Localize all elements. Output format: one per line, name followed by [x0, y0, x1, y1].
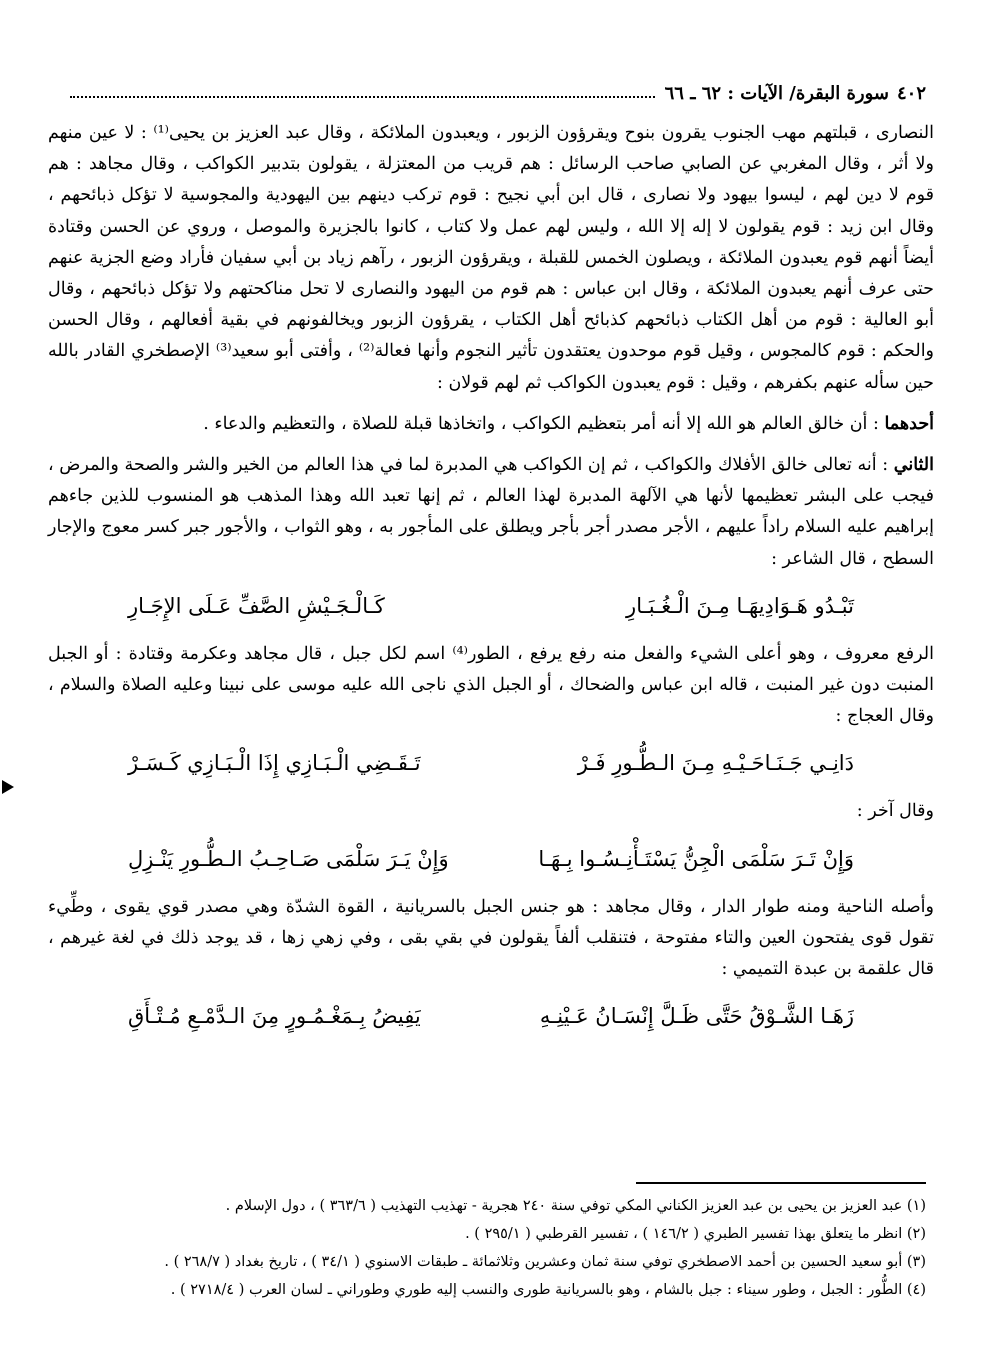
paragraph-sabians: النصارى ، قبلتهم مهب الجنوب يقرون بنوح ويقرؤون الزبور ، ويعبدون الملائكة ، وقال عبد العزيز بن يحيى⁽¹⁾ : لا عين منهم ولا أثر ، وقال المغربي عن الصابي صاحب الرسائل : هم قريب من المعتزلة ، يقولون بتدبير الكواكب ، وقال مجاهد : هم قوم لا دين لهم ، ليسوا بيهود ولا نصارى ، قال ابن أبي نجيح : قوم تركب دينهم بين اليهودية والمجوسية لا تؤكل ذبائحهم ، وقال ابن زيد : قوم يقولون لا إله إلا الله ، وليس لهم عمل ولا كتاب ، كانوا بالجزيرة والموصل ، وروي عن الحسن وقتادة أيضاً أنهم قوم يعبدون الملائكة ، ويصلون الخمس للقبلة ، ويقرؤون الزبور ، رآهم زياد بن أبي سفيان فأراد وضع الجزية عنهم حتى عرف أنهم يعبدون الملائكة ، وقال ابن عباس : هم قوم من اليهود والنصارى لا تحل مناكحتهم ولا تؤكل ذبائحهم ، وقال أبو العالية : قوم من أهل الكتاب ذبائحهم كذبائح أهل الكتاب ، يقرؤون الزبور ويخالفونهم في بقية أفعالهم ، وقال الحسن والحكم : قوم كالمجوس ، وقيل قوم موحدون يعتقدون تأثير النجوم وأنها فعالة⁽²⁾ ، وأفتى أبو سعيد⁽³⁾ الإصطخري القادر بالله حين سأله عنهم بكفرهم ، وقيل : قوم يعبدون الكواكب ثم لهم قولان : — [48, 123, 935, 393]
verse-4-right-hemistich: زَهَـا الشَّـوْقُ حَتَّى ظَـلَّ إِنْسَـانُ عَـيْنِـهِ — [539, 1004, 854, 1029]
paragraph-tur: الرفع معروف ، وهو أعلى الشيء والفعل منه رفع يرفع ، الطور⁽⁴⁾ اسم لكل جبل ، قال مجاهد وعكرمة وقتادة : أو الجبل المنبت دون غير المنبت ، قاله ابن عباس والضحاك ، أو الجبل الذي ناجى الله عليه موسى على نبينا وعليه الصلاة والسلام ، وقال العجاج : — [48, 643, 934, 727]
footnote-1: (١) عبد العزيز بن يحيى بن عبد العزيز الكناني المكي توفي سنة ٢٤٠ هجرية - تهذيب التهذيب ( ٣٦٣/٦ ) ، دول الإسلام . — [225, 1198, 926, 1214]
verse-1 — [128, 589, 854, 623]
verse-2-right-hemistich: دَانِـي جَـنَـاحَـيْـهِ مِـنَ الـطُّـورِ فَـرْ — [577, 751, 854, 776]
verse-4-left-hemistich: يَفِيضُ بِـمَغْـمُـورٍ مِنَ الـدَّمْـعِ مُـتْـأَقِ — [128, 1004, 421, 1029]
second-opinion-text: : أنه تعالى خالق الأفلاك والكواكب ، ثم إن الكواكب هي المدبرة لما في هذا العالم من الخير والشر والصحة والمرض ، فيجب على البشر تعظيمها لأنها هي الآلهة المدبرة لهذا العالم ، ثم إنها تعبد الله وهذا المذهب هو المنسوب للذين جاءهم إبراهيم عليه السلام راداً عليهم ، الأجر مصدر أجر بأجر ويطلق على المأجور به ، وهو الثواب ، والأجور جبر كسر معوج والإجار السطح ، قال الشاعر : — [48, 455, 934, 569]
paragraph-second-opinion — [48, 450, 934, 575]
footnote-4: (٤) الطُّور : الجبل ، وطور سيناء : جبل بالشام ، وهو بالسريانية طورى والنسب إليه طوري وطوراني ـ لسان العرب ( ٢٧١٨/٤ ) . — [170, 1282, 926, 1298]
second-opinion-lead: الثاني — [893, 455, 934, 476]
section-title: سورة البقرة/ الآيات : ٦٢ ـ ٦٦ — [664, 82, 889, 104]
verse-3-left-hemistich: وَإِنْ يَـرَ سَلْمَى صَـاحِـبُ الـطُّـورِ يَنْـزِلِ — [128, 846, 449, 871]
footnote-3: (٣) أبو سعيد الحسين بن أحمد الاصطخري توفي سنة ثمان وعشرين وثلاثمائة ـ طبقات الاسنوي ( ٣٤/١ ) ، تاريخ بغداد ( ٢٦٨/٧ ) . — [164, 1254, 926, 1270]
running-header — [60, 78, 926, 108]
paragraph-origin: وأصله الناحية ومنه طوار الدار ، وقال مجاهد : هو جنس الجبل بالسريانية ، القوة الشدّة وهي مصدر قوي يقوى ، وطِّيء تقول قوى يفتحون العين والتاء مفتوحة ، فتنقلب ألفاً يقولون في بقي بقى ، وفي زهي زها ، قد يوجد ذلك في لغة غيرهم ، قال علقمة بن عبدة التميمي : — [48, 896, 934, 980]
paragraph-first-opinion — [48, 409, 934, 440]
verse-3-right-hemistich: وَإِنْ تَـرَ سَلْمَى الْجِنُّ يَسْتَـأْنِـسُـوا بِـهَـا — [538, 846, 854, 871]
footnotes — [60, 1192, 926, 1304]
page-number: ٤٠٢ — [896, 82, 926, 104]
verse-2 — [128, 746, 854, 780]
said-other: وقال آخر : — [856, 801, 934, 822]
verse-4 — [128, 999, 854, 1033]
verse-1-left-hemistich: كَـالْـجَـيْشِ الصَّفِّ عَـلَى الإِجَـارِ — [128, 593, 385, 618]
header-dot-leader — [70, 96, 655, 98]
first-opinion-lead: أحدهما — [884, 413, 934, 434]
margin-arrow-icon — [2, 780, 14, 794]
footnote-separator — [636, 1182, 926, 1184]
verse-2-left-hemistich: تَـقَـضِي الْـبَـازِي إِذَا الْـبَـازِي كَـسَـرْ — [128, 751, 421, 776]
verse-1-right-hemistich: تَبْـدُو هَـوَادِيهَـا مِـنَ الْـغُـبَـارِ — [626, 593, 854, 618]
footnote-2: (٢) انظر ما يتعلق بهذا تفسير الطبري ( ١٤٦/٢ ) ، تفسير القرطبي ( ٢٩٥/١ ) . — [465, 1226, 926, 1242]
first-opinion-text: : أن خالق العالم هو الله إلا أنه أمر بتعظيم الكواكب ، واتخاذها قبلة للصلاة ، والتعظيم والدعاء . — [203, 413, 885, 434]
verse-3 — [128, 842, 854, 876]
main-text — [48, 118, 934, 1049]
